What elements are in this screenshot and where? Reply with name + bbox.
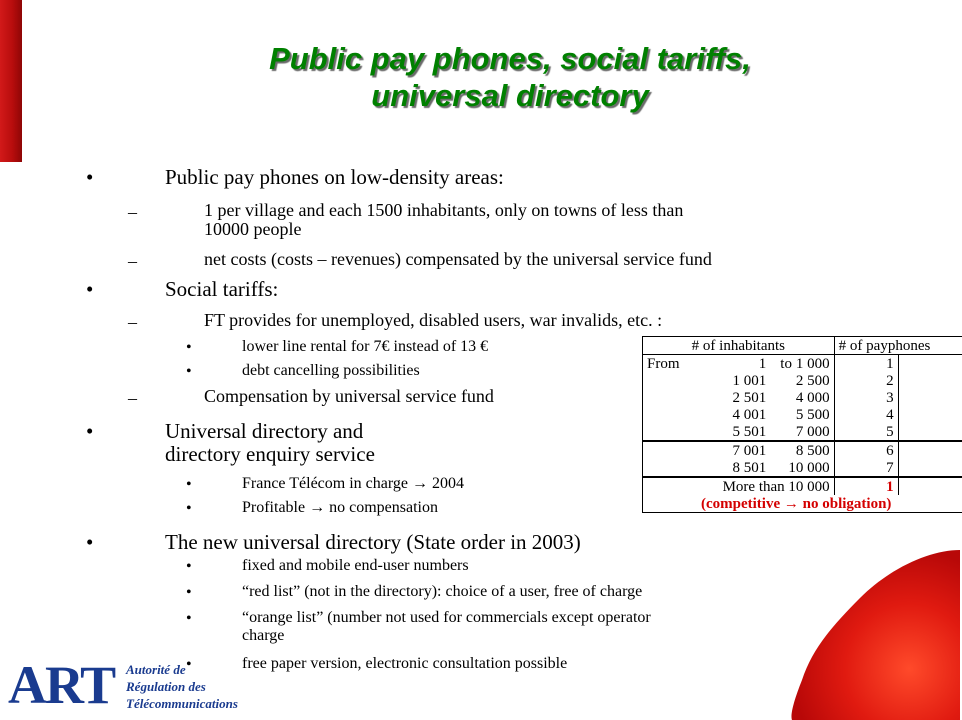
table-row	[643, 423, 962, 441]
to-value: 10 000	[788, 459, 830, 476]
item-profitable-text: Profitable	[242, 499, 306, 516]
arrow-icon: →	[412, 475, 428, 492]
item-free-paper: free paper version, electronic consultation possible	[242, 655, 568, 672]
from-value: 5 501	[732, 423, 767, 440]
bullet-universal-directory: Universal directory and	[165, 419, 364, 443]
table-row	[643, 389, 962, 406]
logo-text	[126, 661, 238, 712]
item-ft-in-charge-year: 2004	[432, 475, 464, 492]
sub-dash: –	[128, 202, 137, 222]
table-note	[643, 495, 962, 513]
title-line-2: universal directory	[371, 78, 649, 113]
small-dot: •	[186, 584, 192, 601]
bullet-universal-directory-cont: directory enquiry service	[165, 442, 375, 466]
to-value: 8 500	[770, 441, 834, 459]
sub-dash: –	[128, 312, 137, 332]
bullet-dot: •	[86, 165, 94, 189]
sub-dash: –	[128, 388, 137, 408]
count-value: 7	[834, 459, 898, 477]
table-row	[643, 372, 962, 389]
arrow-icon: →	[783, 495, 799, 512]
item-ft-in-charge	[242, 475, 464, 493]
logo-line-2: Régulation des	[126, 679, 206, 694]
small-dot: •	[186, 476, 192, 493]
count-value: 4	[834, 406, 898, 423]
sub-village-rule-cont: 10000 people	[204, 219, 302, 239]
item-orange-list-cont: charge	[242, 627, 285, 644]
title-line-1: Public pay phones, social tariffs,	[269, 41, 751, 76]
from-value: 8 501	[732, 459, 767, 476]
logo-mark: ART	[8, 655, 115, 715]
item-profitable	[242, 499, 438, 517]
table-row	[643, 441, 962, 459]
sub-ft-provides: FT provides for unemployed, disabled users, war invalids, etc. :	[204, 310, 663, 330]
item-orange-list: “orange list” (number not used for commercials except operator	[242, 609, 651, 626]
bullet-payphones: Public pay phones on low-density areas:	[165, 165, 504, 189]
more-than-count: 1	[834, 477, 898, 495]
to-value: 4 000	[795, 389, 830, 406]
arrow-icon: →	[309, 499, 326, 516]
table-row	[643, 406, 962, 423]
small-dot: •	[186, 558, 192, 575]
note-no-obligation: no obligation)	[802, 495, 892, 512]
decorative-red-shape	[780, 520, 960, 720]
bullet-dot: •	[86, 277, 94, 301]
to-value: 1 000	[795, 355, 830, 372]
header-inhabitants: # of inhabitants	[643, 337, 835, 355]
from-value: 1 001	[732, 372, 767, 389]
left-accent-bar	[0, 0, 22, 162]
to-value: 7 000	[795, 423, 830, 440]
sub-village-rule: 1 per village and each 1500 inhabitants, only on towns of less than	[204, 200, 684, 220]
count-value: 1	[834, 355, 898, 373]
bullet-dot: •	[86, 530, 94, 554]
bullet-social-tariffs: Social tariffs:	[165, 277, 279, 301]
small-dot: •	[186, 363, 192, 380]
logo-line-1: Autorité de	[126, 662, 186, 677]
table-header-row	[643, 337, 962, 355]
logo-line-3: Télécommunications	[126, 696, 238, 711]
payphone-table	[642, 336, 931, 512]
sub-net-costs: net costs (costs – revenues) compensated by the universal service fund	[204, 249, 712, 269]
table-note-row	[643, 495, 962, 513]
to-cell	[770, 355, 834, 373]
item-ft-in-charge-text: France Télécom in charge	[242, 475, 408, 492]
to-value: 2 500	[795, 372, 830, 389]
from-label: From	[643, 355, 707, 373]
count-value: 5	[834, 423, 898, 441]
note-competitive: (competitive	[701, 495, 781, 512]
bullet-new-directory: The new universal directory (State order in 2003)	[165, 530, 581, 554]
item-profitable-result: no compensation	[329, 499, 438, 516]
table-row	[643, 477, 962, 495]
item-fixed-mobile: fixed and mobile end-user numbers	[242, 557, 469, 574]
sub-compensation: Compensation by universal service fund	[204, 386, 494, 406]
slide-title	[120, 40, 900, 114]
to-value: 5 500	[795, 406, 830, 423]
table-row	[643, 355, 962, 373]
small-dot: •	[186, 500, 192, 517]
to-label: to	[780, 355, 792, 372]
from-value: 2 501	[732, 389, 767, 406]
header-payphones: # of payphones	[834, 337, 962, 355]
from-value: 1	[758, 355, 767, 372]
small-dot: •	[186, 656, 192, 673]
item-lower-rental: lower line rental for 7€ instead of 13 €	[242, 338, 489, 355]
count-value: 3	[834, 389, 898, 406]
art-logo	[8, 655, 238, 718]
count-value: 2	[834, 372, 898, 389]
from-value: 4 001	[732, 406, 767, 423]
item-red-list: “red list” (not in the directory): choice of a user, free of charge	[242, 583, 643, 600]
table-row	[643, 459, 962, 477]
small-dot: •	[186, 339, 192, 356]
from-value: 7 001	[706, 441, 770, 459]
sub-dash: –	[128, 251, 137, 271]
bullet-dot: •	[86, 419, 94, 443]
count-value: 6	[834, 441, 898, 459]
small-dot: •	[186, 610, 192, 627]
item-debt-cancelling: debt cancelling possibilities	[242, 362, 420, 379]
more-than-label: More than 10 000	[643, 477, 835, 495]
